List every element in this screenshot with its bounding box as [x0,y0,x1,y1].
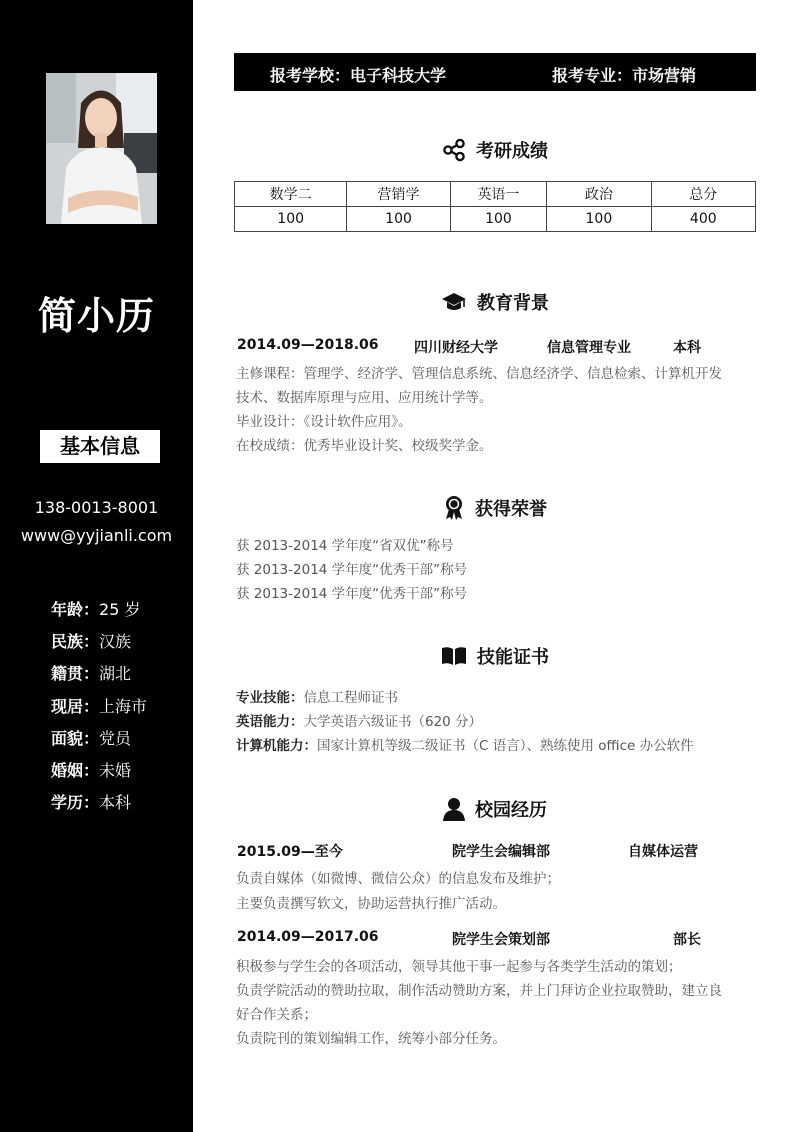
scores-section-title: 考研成绩 [234,136,756,164]
education-line: 在校成绩：优秀毕业设计奖、校级奖学金。 [236,438,493,454]
application-banner [234,53,756,91]
education-degree: 本科 [673,340,701,356]
campus-line: 负责自媒体（如微博、微信公众）的信息发布及维护； [236,871,560,887]
campus-role: 自媒体运营 [628,844,698,860]
campus-org: 院学生会编辑部 [452,844,550,860]
honors-section-title: 获得荣誉 [234,494,756,522]
honor-item: 获 2013-2014 学年度“优秀干部”称号 [236,586,468,602]
graduation-cap-icon [441,290,467,314]
share-icon [442,138,466,162]
campus-entry-header [0,929,800,949]
profile-photo [46,73,157,224]
education-entry-header [0,337,800,357]
medal-icon [443,495,465,521]
info-age: 年龄：25 岁 [51,600,141,619]
info-ethnicity: 民族：汉族 [51,632,132,651]
score-value: 400 [651,207,755,232]
phone-number: 138-0013-8001 [34,498,159,517]
skill-item: 计算机能力：国家计算机等级二级证书（C 语言）、熟练使用 office 办公软件 [236,738,694,754]
campus-line: 好合作关系； [236,1007,317,1023]
education-period: 2014.09—2018.06 [237,337,379,353]
info-education: 学历：本科 [51,793,132,812]
education-school: 四川财经大学 [414,340,498,356]
score-header: 政治 [547,182,651,207]
skill-item: 英语能力：大学英语六级证书（620 分） [236,714,483,730]
education-major: 信息管理专业 [547,340,631,356]
score-header: 总分 [651,182,755,207]
campus-entry-header [0,841,800,861]
score-header: 营销学 [347,182,450,207]
skills-section-title: 技能证书 [234,642,756,670]
scores-table [234,181,756,232]
person-icon [443,797,465,821]
profile-name: 简小历 [37,294,155,338]
campus-line: 负责院刊的策划编辑工作，统筹小部分任务。 [236,1031,506,1047]
score-value: 100 [347,207,450,232]
campus-org: 院学生会策划部 [452,932,550,948]
info-residence: 现居：上海市 [51,697,148,716]
education-section-title: 教育背景 [234,288,756,316]
skill-item: 专业技能：信息工程师证书 [236,690,398,706]
email-address: www@yyjianli.com [20,526,173,545]
sidebar [0,0,193,1132]
education-line: 主修课程：管理学、经济学、管理信息系统、信息经济学、信息检索、计算机开发 [236,366,722,382]
campus-period: 2014.09—2017.06 [237,929,379,945]
scores-header-row [235,182,756,207]
honor-item: 获 2013-2014 学年度“省双优”称号 [236,538,454,554]
info-hometown: 籍贯：湖北 [51,664,132,683]
honor-item: 获 2013-2014 学年度“优秀干部”称号 [236,562,468,578]
score-value: 100 [450,207,546,232]
info-marital: 婚姻：未婚 [51,761,132,780]
campus-line: 主要负责撰写软文，协助运营执行推广活动。 [236,896,506,912]
basic-info-label: 基本信息 [40,430,160,463]
score-header: 英语一 [450,182,546,207]
score-header: 数学二 [235,182,347,207]
campus-line: 负责学院活动的赞助拉取，制作活动赞助方案，并上门拜访企业拉取赞助，建立良 [236,983,722,999]
target-major: 报考专业：市场营销 [552,66,697,85]
score-value: 100 [235,207,347,232]
campus-period: 2015.09—至今 [237,844,343,860]
target-school: 报考学校：电子科技大学 [270,66,447,85]
info-political: 面貌：党员 [51,729,132,748]
education-line: 技术、数据库原理与应用、应用统计学等。 [236,390,493,406]
campus-role: 部长 [673,932,701,948]
campus-line: 积极参与学生会的各项活动，领导其他干事一起参与各类学生活动的策划； [236,959,682,975]
education-line: 毕业设计：《设计软件应用》。 [236,414,412,430]
score-value: 100 [547,207,651,232]
person-photo-icon [46,73,157,224]
book-icon [441,645,467,667]
scores-value-row [235,207,756,232]
campus-section-title: 校园经历 [234,795,756,823]
